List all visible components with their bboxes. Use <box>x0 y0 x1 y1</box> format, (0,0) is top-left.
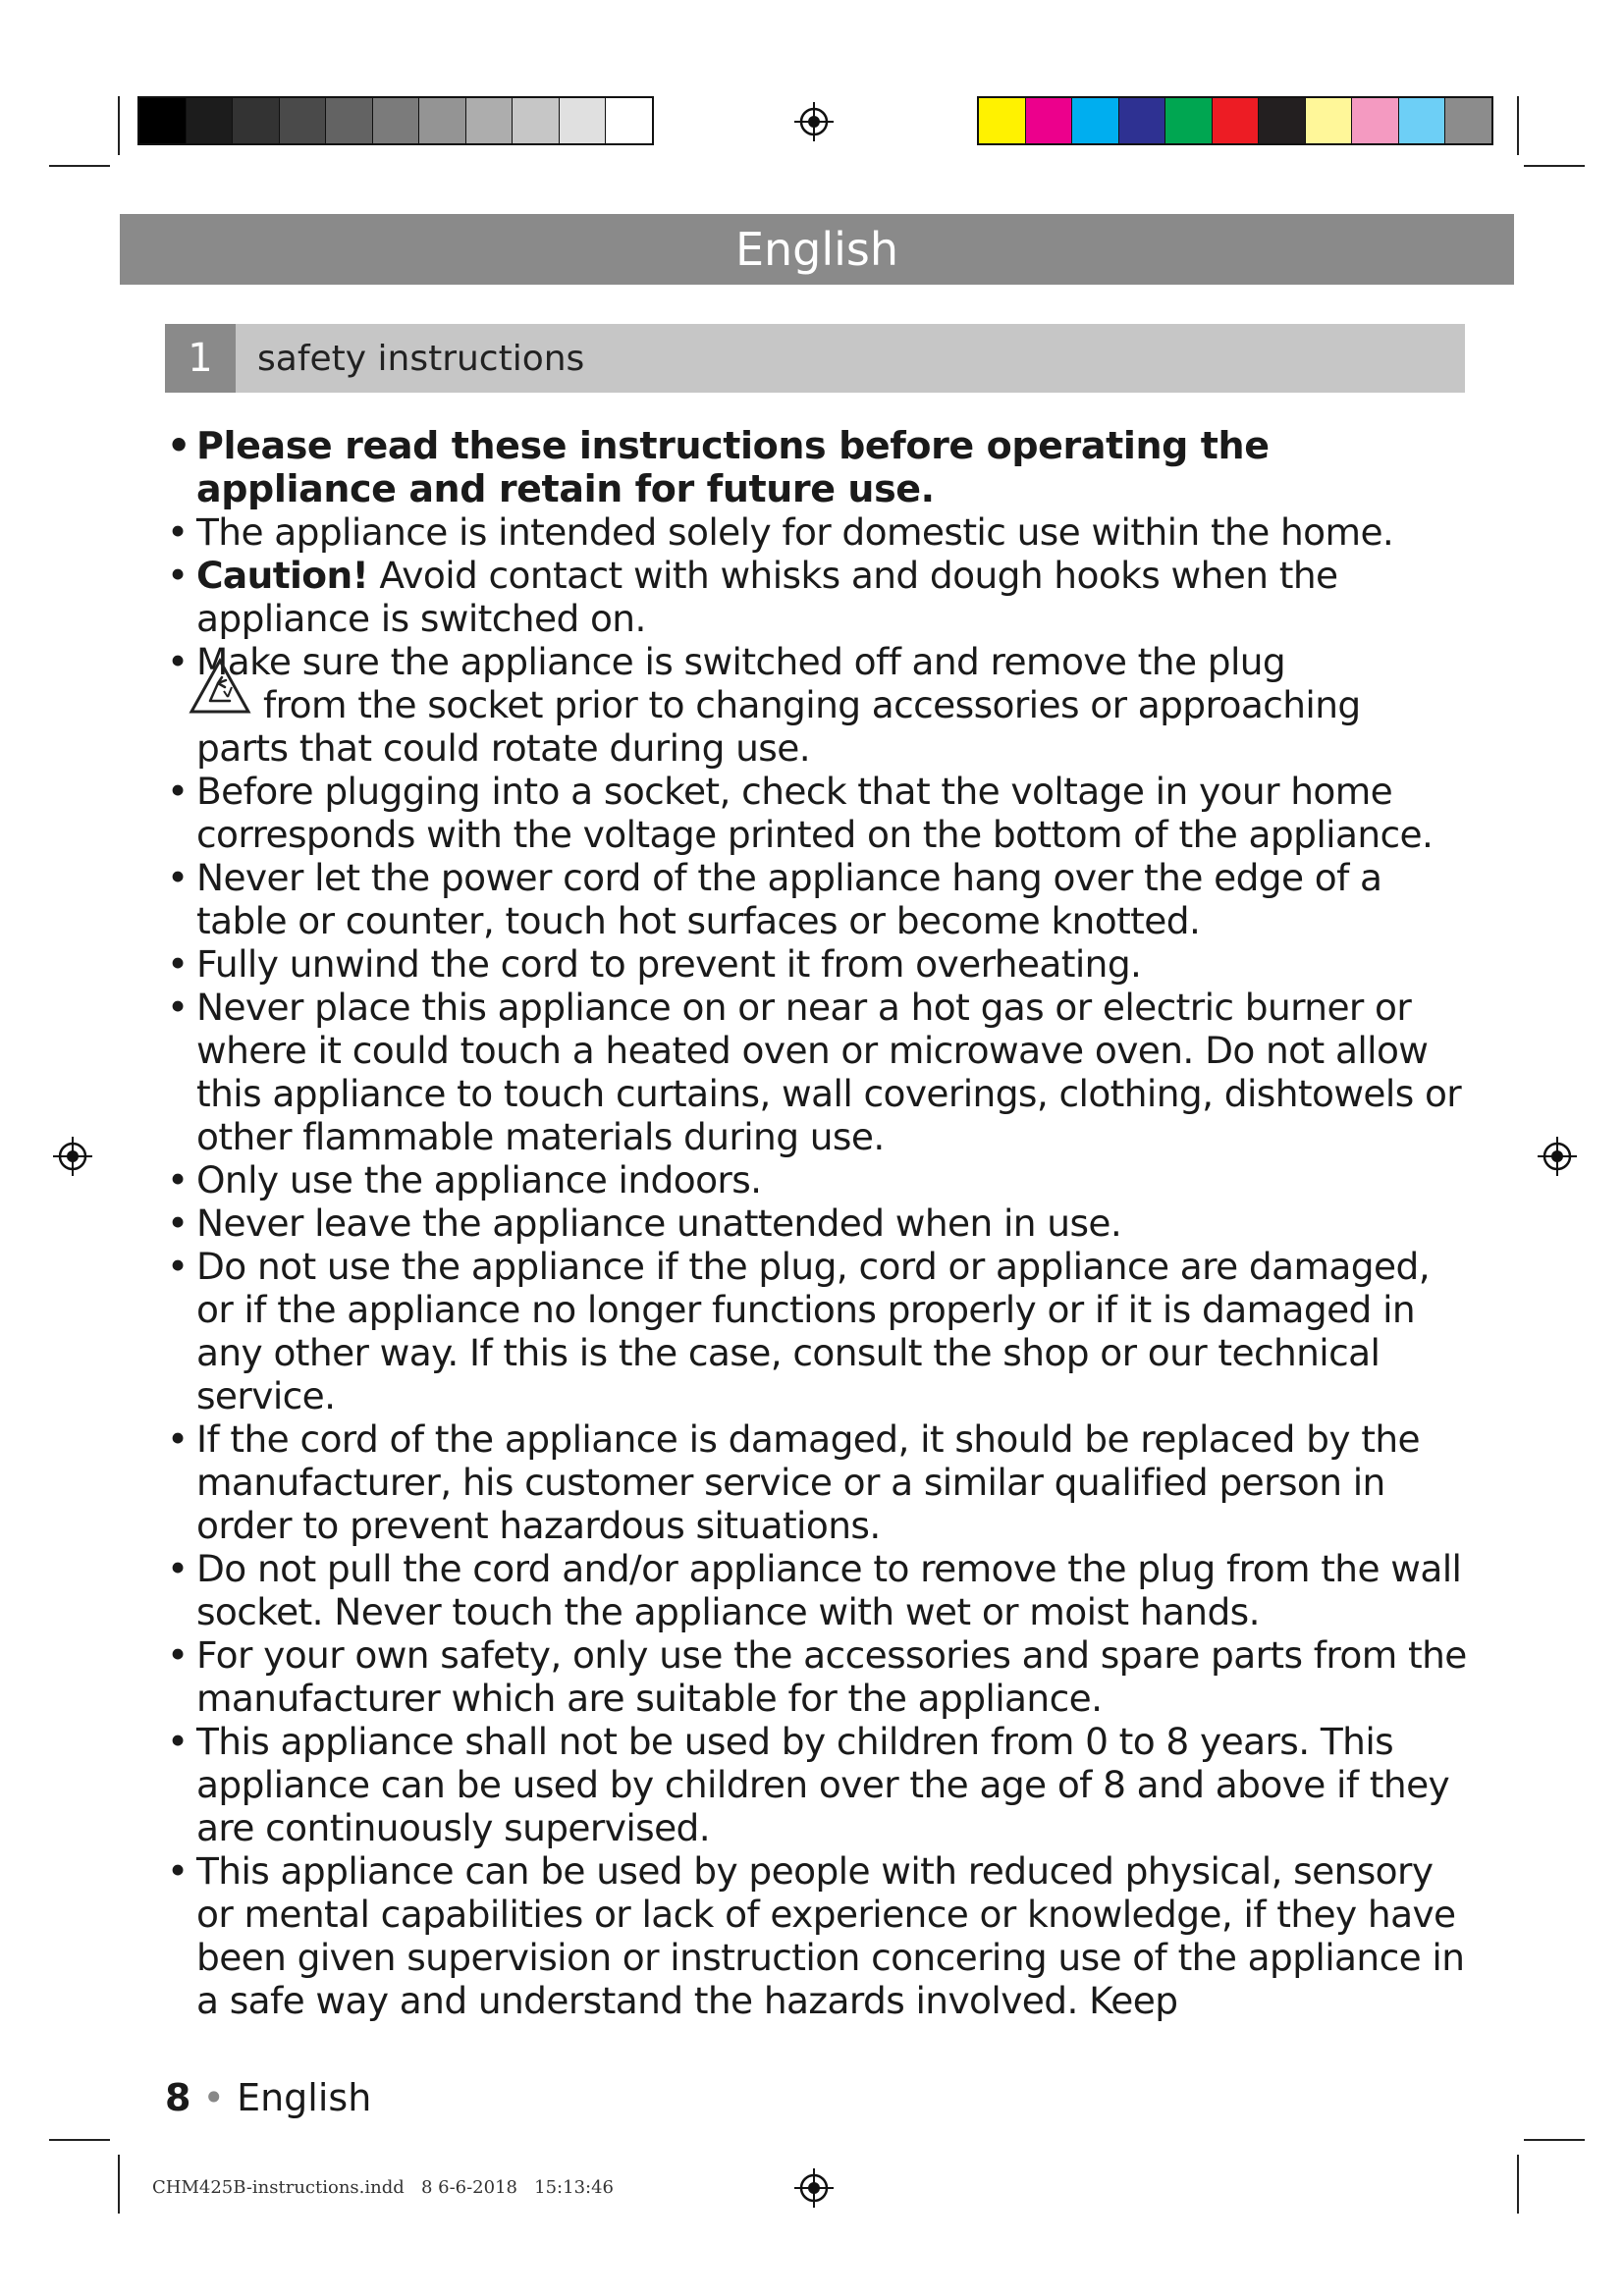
color-swatch <box>1213 98 1260 143</box>
list-item: • Please read these instructions before operating the appliance and retain for future use. <box>165 424 1471 510</box>
color-swatch <box>1026 98 1073 143</box>
list-item: • This appliance shall not be used by children from 0 to 8 years. This appliance can be used by children over the age of 8 and above if they are continuously supervised. <box>165 1720 1471 1849</box>
list-item-text: from the socket prior to changing accessories or approaching <box>263 683 1361 726</box>
color-swatch <box>513 98 560 143</box>
list-item: • Never place this appliance on or near a hot gas or electric burner or where it could touch a heated oven or microwave oven. Do not allow this appliance to touch curtains, wall coverings, clothing, dishtowels or other flammable materials during use. <box>165 986 1471 1158</box>
color-swatch <box>187 98 234 143</box>
caution-label: Caution! <box>196 554 369 597</box>
footer-separator: • <box>202 2076 225 2119</box>
list-item: • The appliance is intended solely for domestic use within the home. <box>165 510 1471 554</box>
color-swatch <box>466 98 514 143</box>
color-swatch <box>373 98 420 143</box>
crop-mark <box>49 2139 110 2141</box>
registration-mark-icon <box>794 2168 834 2208</box>
list-item: • Do not use the appliance if the plug, cord or appliance are damaged, or if the appliance no longer functions properly or if it is damaged in any other way. If this is the case, consult the shop or our technical service. <box>165 1245 1471 1417</box>
section-heading <box>165 324 1465 393</box>
safety-instructions-list <box>165 424 1471 2022</box>
section-number: 1 <box>165 324 236 393</box>
color-swatch <box>139 98 187 143</box>
color-swatch <box>1259 98 1306 143</box>
print-slug: CHM425B-instructions.indd 8 6-6-2018 15:13:46 <box>152 2177 614 2198</box>
list-item: • Fully unwind the cord to prevent it from overheating. <box>165 942 1471 986</box>
list-item-text: Avoid contact with whisks and dough hooks when the appliance is switched on. <box>196 554 1338 640</box>
list-item: • Before plugging into a socket, check that the voltage in your home corresponds with the voltage printed on the bottom of the appliance. <box>165 770 1471 856</box>
list-item-text: parts that could rotate during use. <box>196 726 811 770</box>
color-swatch <box>979 98 1026 143</box>
color-swatch <box>1072 98 1119 143</box>
crop-mark <box>1517 96 1519 155</box>
color-swatch <box>1399 98 1446 143</box>
list-item-text: Make sure the appliance is switched off and remove the plug <box>196 640 1286 683</box>
language-header: English <box>120 214 1514 285</box>
color-swatch <box>326 98 373 143</box>
color-swatch <box>1306 98 1353 143</box>
list-item <box>165 640 1471 770</box>
registration-mark-icon <box>53 1137 92 1176</box>
crop-mark <box>49 165 110 167</box>
list-item: • For your own safety, only use the accessories and spare parts from the manufacturer which are suitable for the appliance. <box>165 1633 1471 1720</box>
crop-mark <box>118 96 120 155</box>
list-item: • If the cord of the appliance is damaged, it should be replaced by the manufacturer, his customer service or a similar qualified person in order to prevent hazardous situations. <box>165 1417 1471 1547</box>
registration-mark-icon <box>1538 1137 1577 1176</box>
color-swatch <box>1119 98 1166 143</box>
registration-mark-icon <box>794 102 834 141</box>
color-swatch <box>560 98 607 143</box>
section-title: safety instructions <box>257 338 585 379</box>
list-item: • Do not pull the cord and/or appliance to remove the plug from the wall socket. Never touch the appliance with wet or moist hands. <box>165 1547 1471 1633</box>
hand-hazard-icon <box>189 658 251 715</box>
list-item: • Only use the appliance indoors. <box>165 1158 1471 1201</box>
crop-mark <box>1524 165 1585 167</box>
color-swatch <box>280 98 327 143</box>
list-item: • This appliance can be used by people with reduced physical, sensory or mental capabilities or lack of experience or knowledge, if they have been given supervision or instruction concering use of the appliance in a safe way and understand the hazards involved. Keep <box>165 1849 1471 2022</box>
grayscale-calibration-bar <box>137 96 654 145</box>
color-swatch <box>1352 98 1399 143</box>
crop-mark <box>1517 2155 1519 2214</box>
color-swatch <box>1165 98 1213 143</box>
crop-mark <box>118 2155 120 2214</box>
list-item <box>165 554 1471 640</box>
color-swatch <box>419 98 466 143</box>
list-item: • Never leave the appliance unattended when in use. <box>165 1201 1471 1245</box>
color-calibration-bar <box>977 96 1493 145</box>
footer-language: English <box>237 2076 372 2119</box>
list-item: • Never let the power cord of the appliance hang over the edge of a table or counter, touch hot surfaces or become knotted. <box>165 856 1471 942</box>
page-footer <box>165 2076 371 2119</box>
page-number: 8 <box>165 2076 191 2119</box>
color-swatch <box>1445 98 1491 143</box>
color-swatch <box>233 98 280 143</box>
crop-mark <box>1524 2139 1585 2141</box>
color-swatch <box>606 98 652 143</box>
